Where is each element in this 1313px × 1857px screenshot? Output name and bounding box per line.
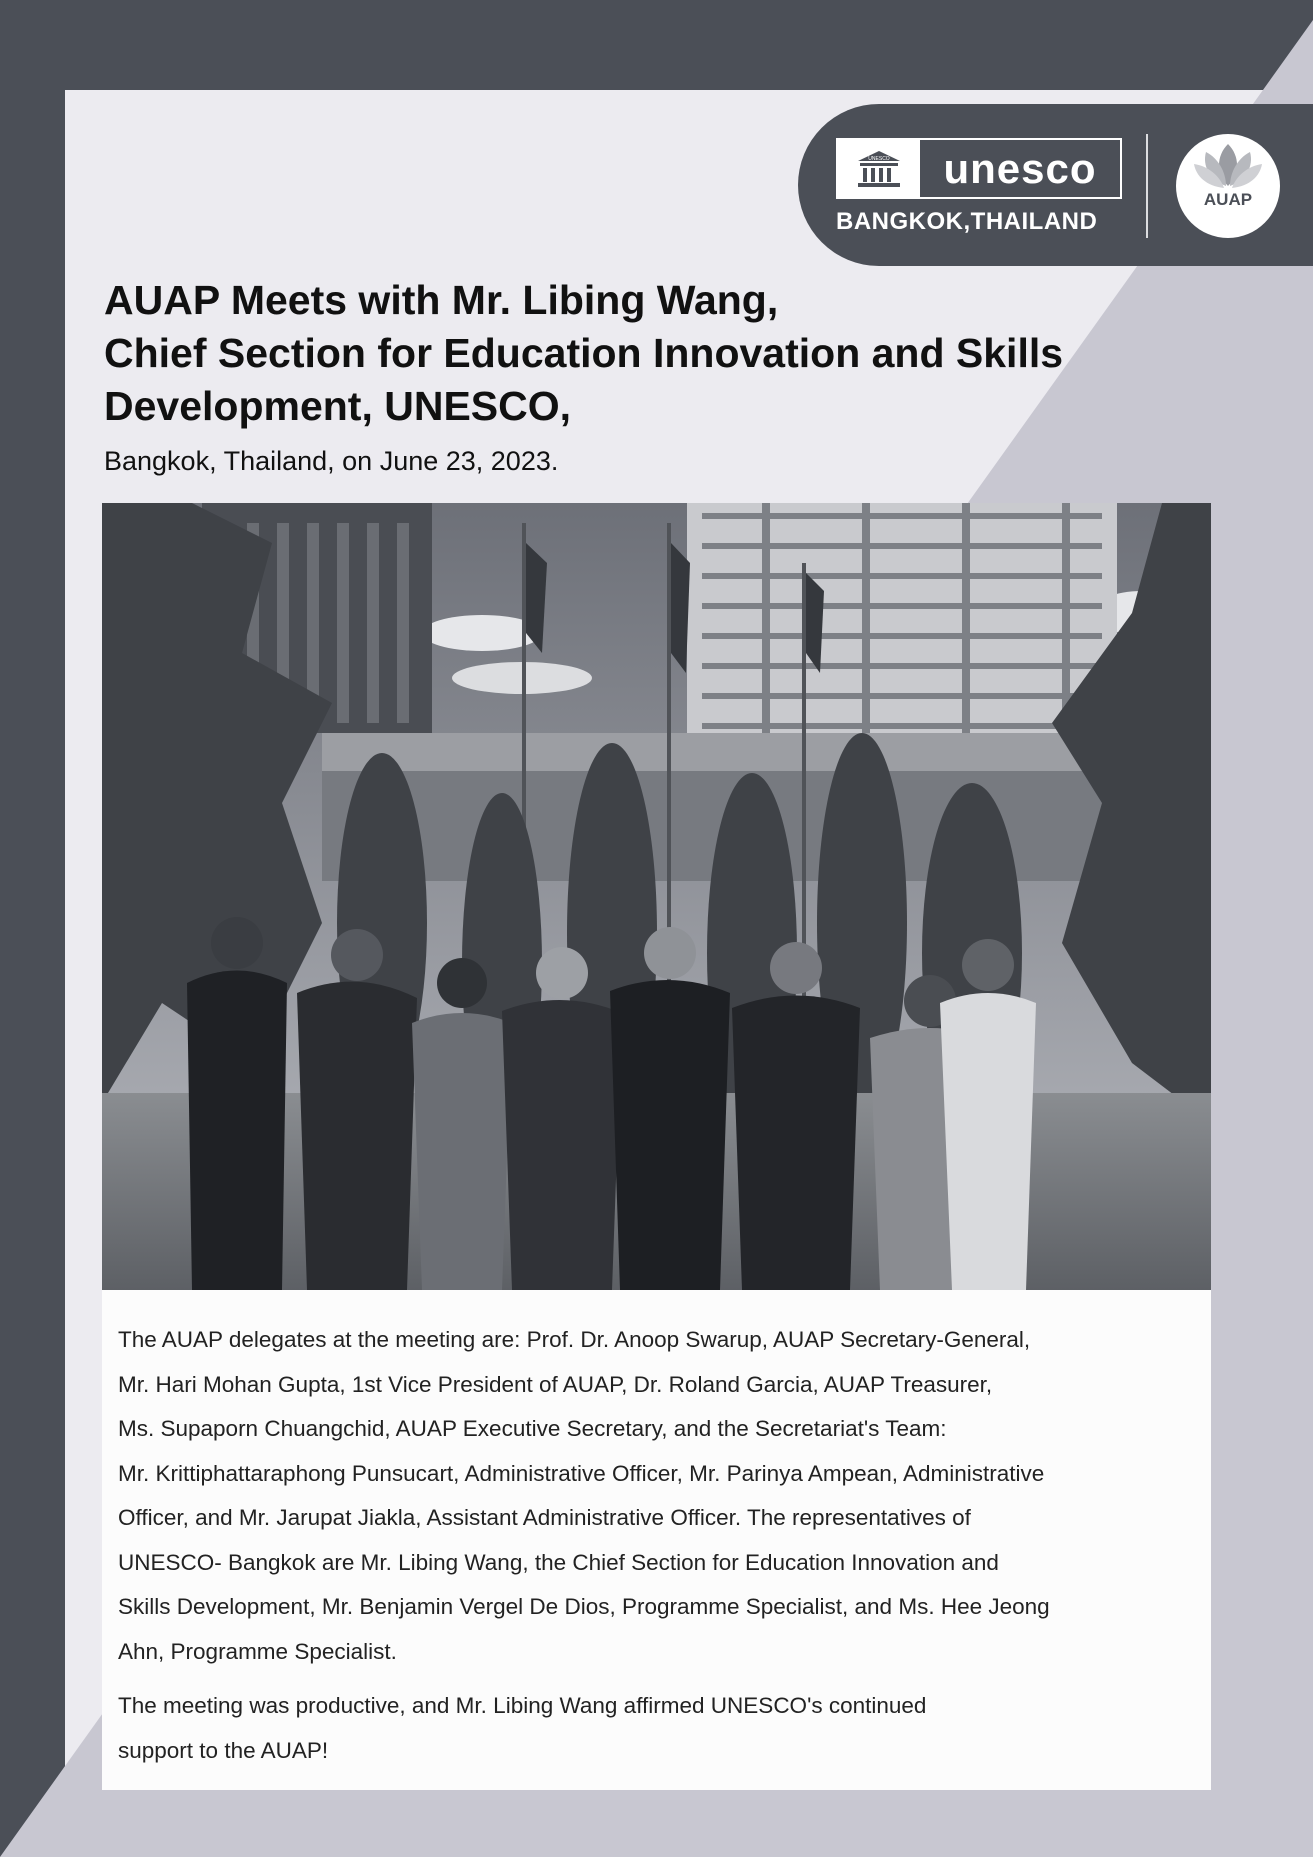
conclusion-paragraph: [118, 1684, 1195, 1773]
group-photo: [102, 503, 1211, 1290]
header-divider: [1146, 134, 1148, 238]
unesco-emblem-text: UNESCO: [868, 155, 890, 162]
group-photo-image: [102, 503, 1211, 1290]
title-line: AUAP Meets with Mr. Libing Wang,: [104, 277, 779, 323]
description-panel: [102, 1290, 1211, 1790]
auap-lotus-icon: [1176, 134, 1280, 238]
page-title: [104, 274, 1254, 433]
unesco-logo: [836, 138, 1122, 199]
title-line: Development, UNESCO,: [104, 383, 572, 429]
auap-logo: [1176, 134, 1280, 238]
paragraph-line: support to the AUAP!: [118, 1737, 329, 1763]
auap-logo-text: AUAP: [1203, 190, 1253, 209]
unesco-temple-icon: [838, 140, 920, 197]
event-date-location: Bangkok, Thailand, on June 23, 2023.: [104, 446, 559, 476]
paragraph-line: Mr. Krittiphattaraphong Punsucart, Administrative Officer, Mr. Parinya Ampean, Administrative: [118, 1460, 1045, 1486]
title-line: Chief Section for Education Innovation and Skills: [104, 330, 1064, 376]
location-label: BANGKOK,THAILAND: [836, 208, 1098, 235]
delegates-paragraph: [118, 1318, 1195, 1674]
paragraph-line: The meeting was productive, and Mr. Libing Wang affirmed UNESCO's continued: [118, 1693, 927, 1718]
paragraph-line: Ms. Supaporn Chuangchid, AUAP Executive Secretary, and the Secretariat's Team:: [118, 1416, 947, 1441]
paragraph-line: Mr. Hari Mohan Gupta, 1st Vice President of AUAP, Dr. Roland Garcia, AUAP Treasurer,: [118, 1371, 993, 1397]
paragraph-line: Officer, and Mr. Jarupat Jiakla, Assistant Administrative Officer. The representatives of: [118, 1505, 971, 1530]
paragraph-line: The AUAP delegates at the meeting are: Prof. Dr. Anoop Swarup, AUAP Secretary-General,: [118, 1327, 1031, 1352]
paragraph-line: Skills Development, Mr. Benjamin Vergel De Dios, Programme Specialist, and Ms. Hee Jeong: [118, 1594, 1050, 1619]
paragraph-line: UNESCO- Bangkok are Mr. Libing Wang, the Chief Section for Education Innovation and: [118, 1549, 999, 1575]
unesco-wordmark: unesco: [943, 144, 1097, 192]
paragraph-line: Ahn, Programme Specialist.: [118, 1638, 397, 1664]
